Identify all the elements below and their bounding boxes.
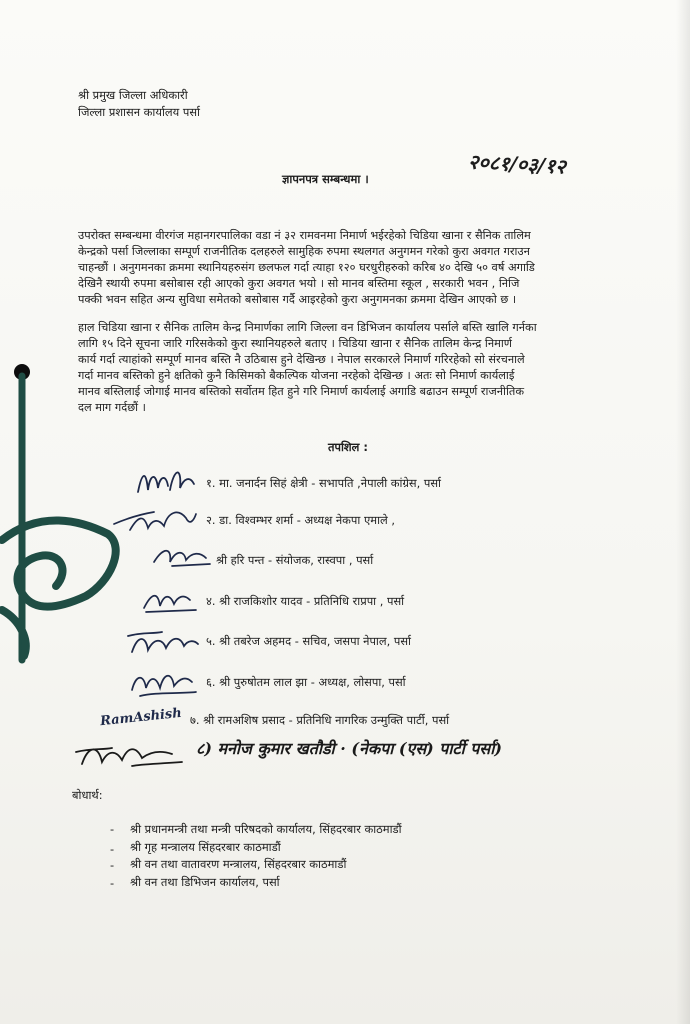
signature-8 — [72, 734, 188, 774]
paragraph-2-line: दल माग गर्दछौं । — [78, 401, 146, 414]
signatory-row: ७. श्री रामअशिष प्रसाद - प्रतिनिधि नागरिक उन्मुक्ति पार्टी, पर्सा — [190, 713, 450, 727]
signature-1 — [130, 462, 200, 502]
cc-item: श्री गृह मन्त्रालय सिंहदरबार काठमाडौं — [130, 840, 281, 854]
paragraph-1-line: पक्की भवन सहित अन्य सुविधा समेतको बसोबास गर्दै आइरहेको कुरा अनुगमनका क्रममा देखिन आएको छ । — [78, 293, 517, 306]
cc-item: श्री प्रधानमन्त्री तथा मन्त्री परिषदको कार्यालय, सिंहदरबार काठमाडौं — [130, 822, 402, 836]
handwritten-date: २०८१/०३/१२ — [467, 149, 567, 179]
signatory-row: १. मा. जनार्दन सिहं क्षेत्री - सभापति ,नेपाली कांग्रेस, पर्सा — [206, 476, 441, 490]
list-heading: तपशिल : — [328, 440, 368, 454]
cc-bullet: - — [110, 858, 115, 872]
handwritten-signatory-entry: ८) मनोज कुमार खतौडी · (नेकपा (एस) पार्टी पर्सा) — [196, 739, 502, 758]
paragraph-2-line: गर्दा मानव बस्तिको हुने क्षतिको कुनै किसिमको बैकल्पिक योजना नरहेको देखिन्छ । अतः सो निमार्ण कार्यलाई — [78, 369, 515, 382]
paragraph-2-line: मानव बस्तिलाई जोगाई मानव बस्तिको सर्वोतम हित हुने गरि निमार्ण कार्यलाई अगाडि बढाउन सम्पूर्ण राजनीतिक — [78, 385, 525, 398]
addressee-line-2: जिल्ला प्रशासन कार्यालय पर्सा — [78, 105, 200, 119]
signature-5 — [122, 622, 202, 662]
signatory-row: ६. श्री पुरुषोतम लाल झा - अध्यक्ष, लोसपा, पर्सा — [206, 675, 406, 689]
subject-line: ज्ञापनपत्र सम्बन्धमा । — [282, 172, 369, 186]
paragraph-1-line: केन्द्रको पर्सा जिल्लाका सम्पूर्ण राजनीतिक दलहरुले सामुहिक रुपमा स्थलगत अनुगमन गरेको कुरा अवगत गराउन — [78, 245, 530, 258]
cc-label: बोधार्थ: — [72, 788, 103, 802]
cc-bullet: - — [110, 822, 115, 836]
binding-thread — [0, 0, 130, 700]
paragraph-1-line: उपरोक्त सम्बन्धमा वीरगंज महानगरपालिका वडा नं ३२ रामवनमा निमार्ण भईरहेको चिडिया खाना र सैनिक तालिम — [78, 229, 531, 242]
signatory-row: श्री हरि पन्त - संयोजक, रास्वपा , पर्सा — [216, 553, 374, 567]
signature-7-handwritten-name: RamAshish — [99, 705, 183, 730]
cc-item: श्री वन तथा डिभिजन कार्यालय, पर्सा — [130, 875, 280, 889]
signatory-row: ४. श्री राजकिशोर यादव - प्रतिनिधि राप्रपा , पर्सा — [206, 594, 405, 608]
signature-3 — [150, 540, 220, 572]
addressee-line-1: श्री प्रमुख जिल्ला अधिकारी — [78, 88, 188, 102]
paragraph-2-line: हाल चिडिया खाना र सैनिक तालिम केन्द्र निमार्णका लागि जिल्ला वन डिभिजन कार्यालय पर्साले बस्ति खालि गर्नका — [78, 321, 537, 334]
signature-6 — [126, 664, 204, 702]
paragraph-1-line: देखिनै स्थायी रुपमा बसोबास रही आएको कुरा अवगत भयो । सो मानव बस्तिमा स्कूल , सरकारी भवन , निजि — [78, 277, 520, 290]
signatory-row: ५. श्री तबरेज अहमद - सचिव, जसपा नेपाल, पर्सा — [206, 634, 411, 648]
cc-bullet: - — [110, 876, 115, 890]
cc-item: श्री वन तथा वातावरण मन्त्रालय, सिंहदरबार काठमाडौं — [130, 857, 347, 871]
cc-bullet: - — [110, 842, 115, 856]
paragraph-1-line: चाहन्छौं । अनुगमनका क्रममा स्थानियहरुसंग छलफल गर्दा त्याहा १२० घरधुरीहरुको करिब ४० देखि ५० वर्ष अगाडि — [78, 261, 535, 274]
paragraph-2-line: लागि १५ दिने सूचना जारि गरिसकेको कुरा स्थानियहरुले बताए । चिडिया खाना र सैनिक तालिम केन्द्र निमार्ण — [78, 337, 512, 350]
paragraph-2-line: कार्य गर्दा त्याहांको सम्पूर्ण मानव बस्ति नै उठिबास हुने देखिन्छ । नेपाल सरकारले निमार्ण गरिरहेको सो संरचनाले — [78, 353, 525, 366]
page-edge-shadow — [676, 0, 690, 1024]
signatory-row: २. डा. विश्वम्भर शर्मा - अध्यक्ष नेकपा एमाले , — [206, 513, 395, 527]
signature-4 — [140, 584, 204, 616]
